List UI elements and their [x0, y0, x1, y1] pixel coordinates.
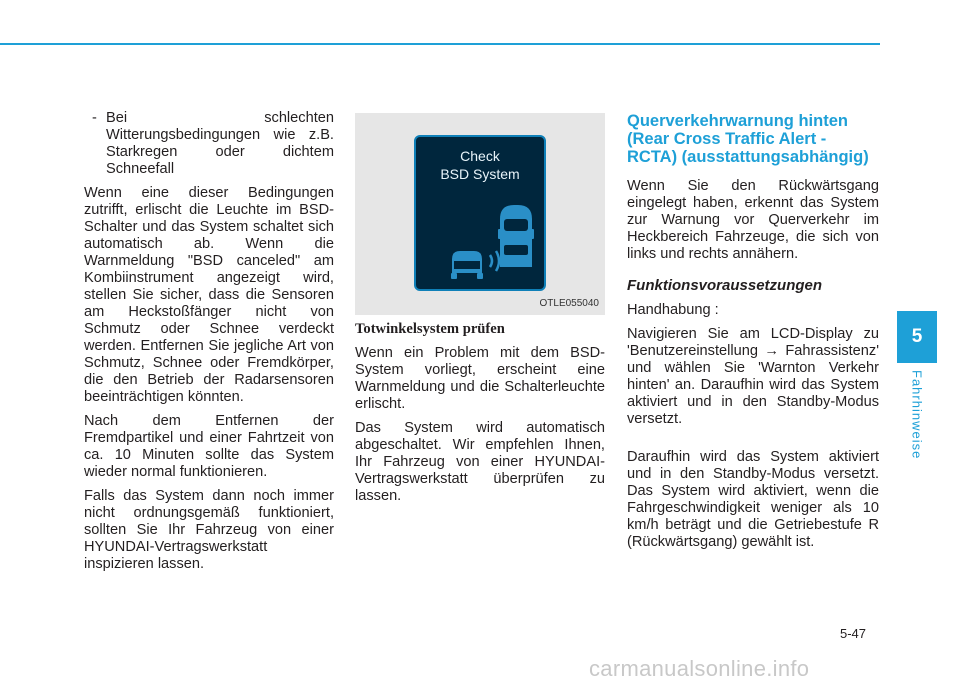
- bullet-dash: -: [92, 110, 97, 126]
- blind-spot-cars-icon: [416, 189, 544, 289]
- paragraph: Wenn Sie den Rückwärtsgang eingelegt haben, erkennt das System zur Warnung vor Querverkehr im Heckbereich Fahrzeuge, die sich von links und rechts annähern.: [627, 178, 879, 262]
- paragraph: Navigieren Sie am LCD-Display zu 'Benutzereinstellung → Fahrassistenz' und wählen Sie 'Warnton Verkehr hinten' an. Daraufhin wird das System aktiviert und in den Standby-Modus versetzt.: [627, 326, 879, 427]
- handling-label: Handhabung :: [627, 302, 719, 318]
- section-heading: Totwinkelsystem prüfen: [355, 321, 505, 337]
- paragraph: Wenn ein Problem mit dem BSD-System vorliegt, erscheint eine Warnmeldung und die Schalterleuchte erlischt.: [355, 345, 605, 412]
- chapter-number: 5: [911, 326, 923, 347]
- watermark: carmanualsonline.info: [589, 656, 810, 681]
- bullet-item: [84, 110, 334, 178]
- bullet-text: Bei schlechten Witterungsbedingungen wie z.B. Starkregen oder dichtem Schneefall: [106, 110, 334, 177]
- paragraph: Daraufhin wird das System aktiviert und in den Standby-Modus versetzt. Das System wird aktiviert, wenn die Fahrgeschwindigkeit weniger als 10 km/h beträgt und die Getriebestufe R (Rückwärtsgang) gewählt ist.: [627, 449, 879, 550]
- paragraph: Nach dem Entfernen der Fremdpartikel und einer Fahrtzeit von ca. 10 Minuten sollte das System wieder normal funktionieren.: [84, 413, 334, 480]
- column-middle: [355, 113, 605, 512]
- bsd-figure: [355, 113, 605, 315]
- section-title: Querverkehrwarnung hinten (Rear Cross Traffic Alert - RCTA) (ausstattungsabhängig): [627, 112, 869, 166]
- chapter-number-tab: [897, 311, 937, 363]
- paragraph: Wenn eine dieser Bedingungen zutrifft, erlischt die Leuchte im BSD-Schalter und das System schaltet sich automatisch ab. Wenn die Warnmeldung "BSD canceled" am Kombiinstrument angezeigt wird, stellen Sie sicher, dass die Sensoren am Heckstoßfänger nicht von Schmutz oder Schnee verdeckt werden. Entfernen Sie jegliche Art von Schmutz, Schnee oder Fremdkörper, die den Betrieb der Radarsensoren beeinträchtigen könnten.: [84, 185, 334, 405]
- figure-caption: OTLE055040: [539, 298, 599, 309]
- cluster-display: [414, 135, 546, 291]
- display-line-bsd: BSD System: [440, 166, 520, 182]
- page-number: 5-47: [840, 626, 867, 641]
- chapter-title: Fahrhinweise: [909, 370, 925, 460]
- subsection-title: Funktionsvoraussetzungen: [627, 277, 823, 294]
- column-right: [627, 112, 879, 558]
- paragraph: Falls das System dann noch immer nicht ordnungsgemäß funktioniert, sollten Sie Ihr Fahrzeug von einer HYUNDAI-Vertragswerkstatt inspizieren lassen.: [84, 488, 334, 572]
- paragraph: Das System wird automatisch abgeschaltet. Wir empfehlen Ihnen, Ihr Fahrzeug von einer HYUNDAI-Vertragswerkstatt überprüfen zu lassen.: [355, 420, 605, 504]
- column-left: [84, 110, 334, 580]
- display-line-check: Check: [460, 148, 500, 164]
- header-rule: [0, 43, 880, 45]
